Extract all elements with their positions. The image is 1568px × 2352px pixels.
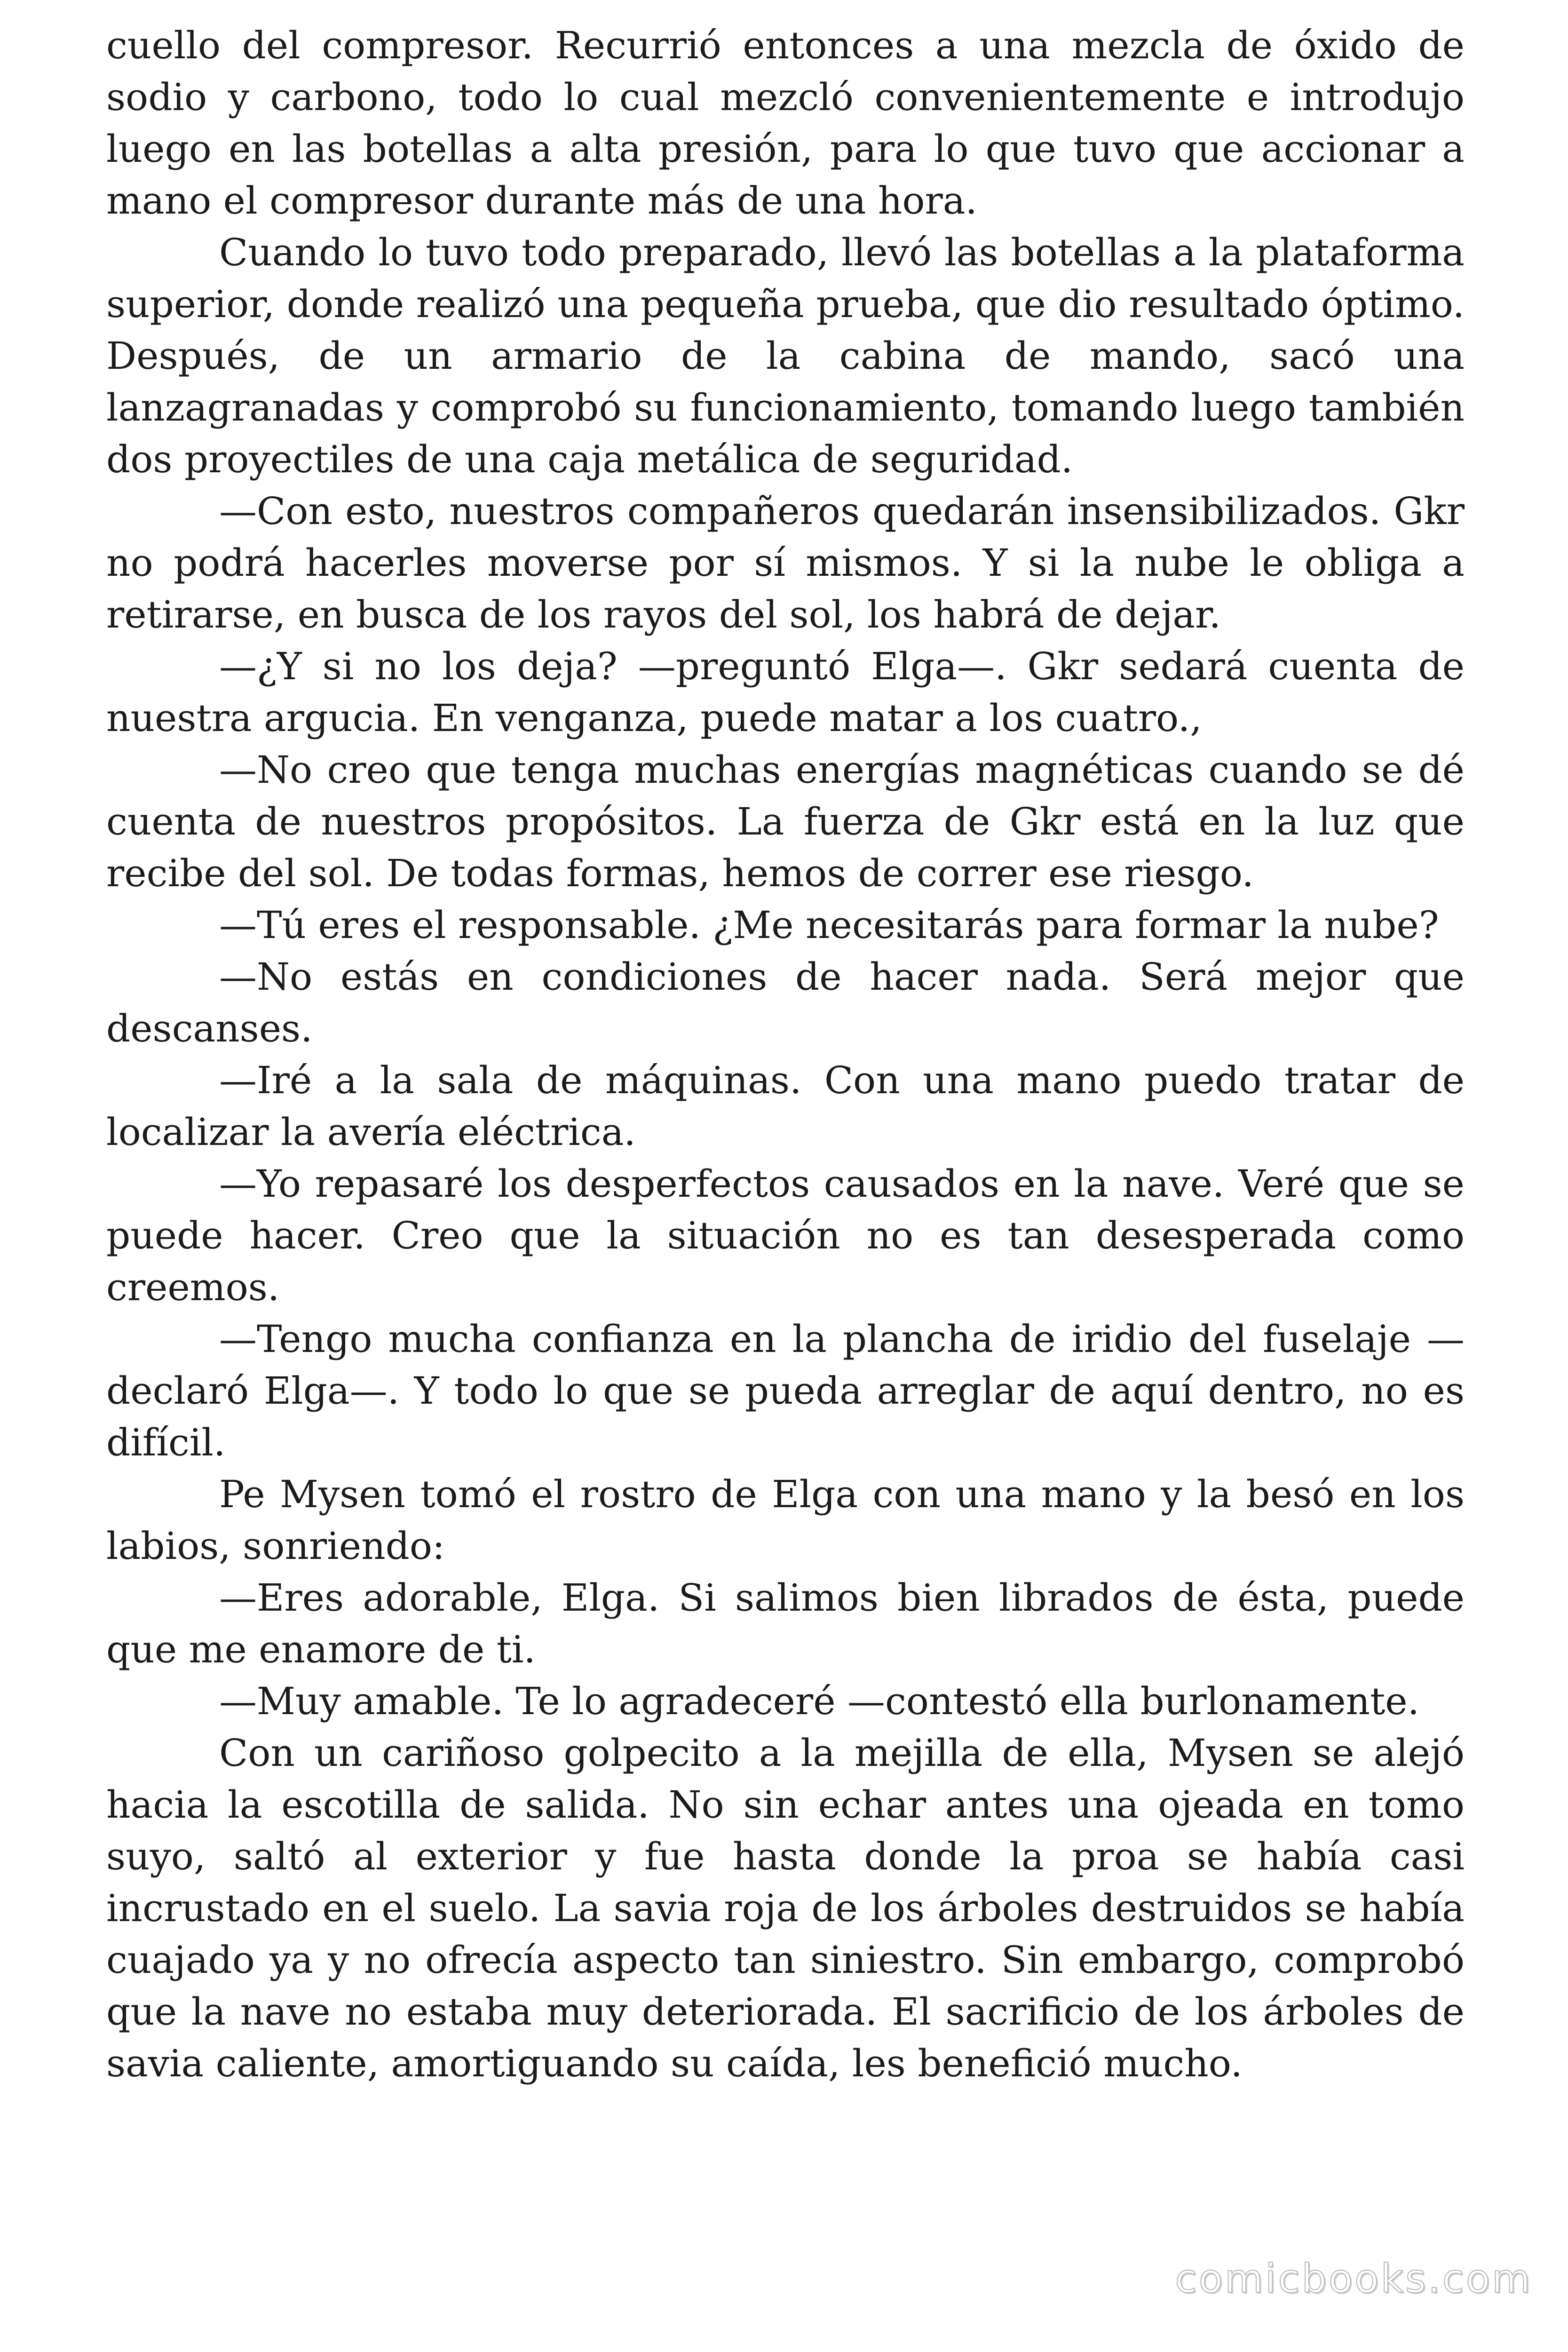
paragraph-2: Cuando lo tuvo todo preparado, llevó las botellas a la plataforma superior, donde realizó una pequeña prueba, que dio resultado óptimo. Después, de un armario de la cabina de mando, sacó una lanzagranadas y comprobó su funcionamiento, tomando luego también dos proyectiles de una caja metálica de seguridad. <box>106 230 1465 481</box>
paragraph-9: —Yo repasaré los desperfectos causados en la nave. Veré que se puede hacer. Creo que la situación no es tan desesperada como creemos. <box>106 1162 1465 1309</box>
paragraph-3: —Con esto, nuestros compañeros quedarán insensibilizados. Gkr no podrá hacerles moverse por sí mismos. Y si la nube le obliga a retirarse, en busca de los rayos del sol, los habrá de dejar. <box>106 489 1465 636</box>
paragraph-10: —Tengo mucha confianza en la plancha de iridio del fuselaje —declaró Elga—. Y todo lo que se pueda arreglar de aquí dentro, no es difícil. <box>106 1317 1465 1464</box>
paragraph-6: —Tú eres el responsable. ¿Me necesitarás para formar la nube? <box>219 903 1439 947</box>
paragraph-12: —Eres adorable, Elga. Si salimos bien librados de ésta, puede que me enamore de ti. <box>106 1576 1465 1671</box>
paragraph-14: Con un cariñoso golpecito a la mejilla de ella, Mysen se alejó hacia la escotilla de salida. No sin echar antes una ojeada en tomo suyo, saltó al exterior y fue hasta donde la proa se había casi incrustado en el suelo. La savia roja de los árboles destruidos se había cuajado ya y no ofrecía aspecto tan siniestro. Sin embargo, comprobó que la nave no estaba muy deteriorada. El sacrificio de los árboles de savia caliente, amortiguando su caída, les benefició mucho. <box>106 1731 1465 2085</box>
paragraph-11: Pe Mysen tomó el rostro de Elga con una mano y la besó en los labios, sonriendo: <box>106 1472 1465 1568</box>
paragraph-1: cuello del compresor. Recurrió entonces a una mezcla de óxido de sodio y carbono, todo lo cual mezcló convenientemente e introdujo luego en las botellas a alta presión, para lo que tuvo que accionar a mano el compresor durante más de una hora. <box>106 24 1465 222</box>
paragraph-13: —Muy amable. Te lo agradeceré —contestó ella burlonamente. <box>219 1679 1419 1723</box>
paragraph-4: —¿Y si no los deja? —preguntó Elga—. Gkr sedará cuenta de nuestra argucia. En venganza, puede matar a los cuatro., <box>106 644 1465 740</box>
watermark-logo: comicbooks.com <box>1175 2256 1532 2302</box>
paragraph-8: —Iré a la sala de máquinas. Con una mano puedo tratar de localizar la avería eléctrica. <box>106 1058 1465 1154</box>
page-body <box>106 20 1465 2090</box>
paragraph-7: —No estás en condiciones de hacer nada. Será mejor que descanses. <box>106 955 1465 1050</box>
paragraph-5: —No creo que tenga muchas energías magnéticas cuando se dé cuenta de nuestros propósitos. La fuerza de Gkr está en la luz que recibe del sol. De todas formas, hemos de correr ese riesgo. <box>106 748 1465 895</box>
